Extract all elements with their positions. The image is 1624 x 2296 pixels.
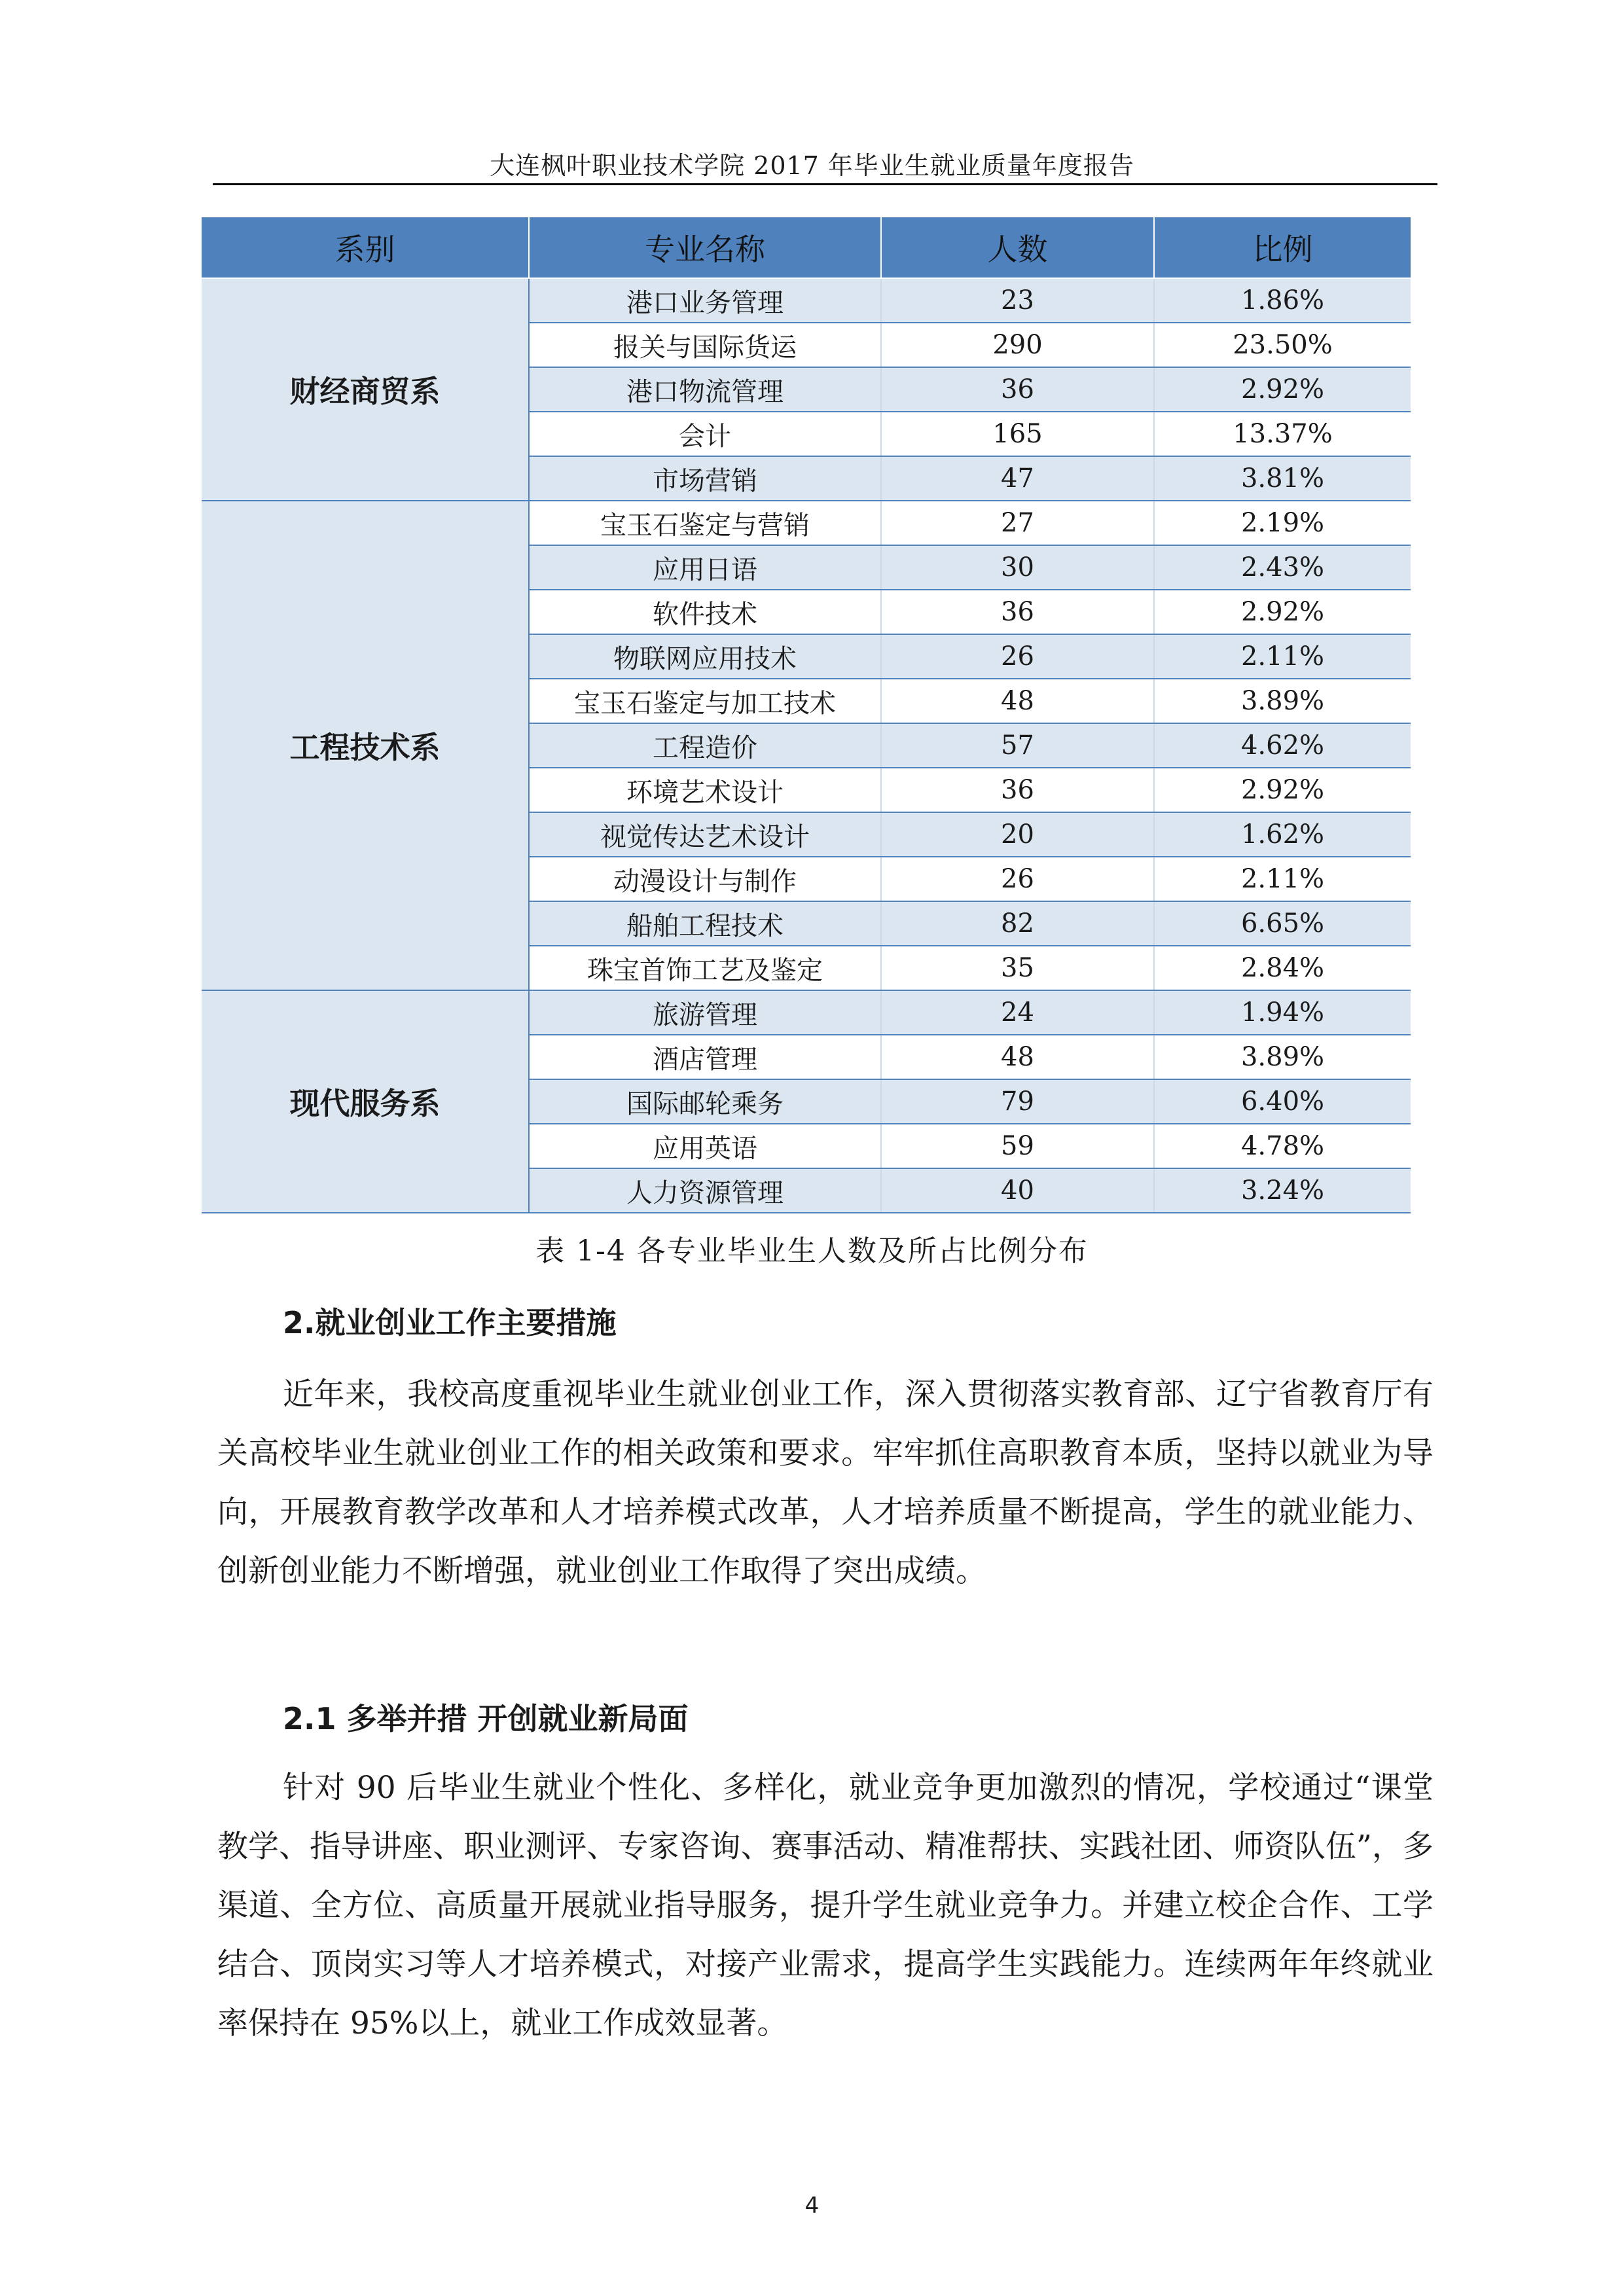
count-cell: 290 — [881, 323, 1154, 367]
table-row — [202, 278, 1411, 323]
ratio-cell: 1.94% — [1154, 990, 1411, 1035]
major-cell: 动漫设计与制作 — [529, 857, 881, 901]
count-cell: 30 — [881, 545, 1154, 590]
ratio-cell: 2.11% — [1154, 857, 1411, 901]
section-2-paragraph: 近年来，我校高度重视毕业生就业创业工作，深入贯彻落实教育部、辽宁省教育厅有关高校毕业生就业创业工作的相关政策和要求。牢牢抓住高职教育本质，坚持以就业为导向，开展教育教学改革和人才培养模式改革，人才培养质量不断提高，学生的就业能力、创新创业能力不断增强，就业创业工作取得了突出成绩。 — [217, 1376, 1434, 1589]
table-body — [202, 278, 1411, 1213]
major-cell: 环境艺术设计 — [529, 768, 881, 812]
ratio-cell: 4.62% — [1154, 723, 1411, 768]
count-cell: 26 — [881, 857, 1154, 901]
report-header-title: 大连枫叶职业技术学院 2017 年毕业生就业质量年度报告 — [490, 151, 1134, 180]
count-cell: 47 — [881, 456, 1154, 501]
count-cell: 79 — [881, 1079, 1154, 1124]
ratio-cell: 2.43% — [1154, 545, 1411, 590]
ratio-cell: 2.11% — [1154, 634, 1411, 679]
major-cell: 应用日语 — [529, 545, 881, 590]
count-cell: 82 — [881, 901, 1154, 946]
major-cell: 港口业务管理 — [529, 278, 881, 323]
page-number: 4 — [804, 2193, 820, 2219]
count-cell: 35 — [881, 946, 1154, 990]
count-cell: 40 — [881, 1168, 1154, 1213]
ratio-cell: 13.37% — [1154, 412, 1411, 456]
ratio-cell: 3.89% — [1154, 679, 1411, 723]
ratio-cell: 2.92% — [1154, 367, 1411, 412]
ratio-cell: 1.86% — [1154, 278, 1411, 323]
count-cell: 24 — [881, 990, 1154, 1035]
table-row — [202, 990, 1411, 1035]
column-header-major: 专业名称 — [529, 217, 881, 278]
major-cell: 珠宝首饰工艺及鉴定 — [529, 946, 881, 990]
ratio-cell: 2.92% — [1154, 768, 1411, 812]
ratio-cell: 2.92% — [1154, 590, 1411, 634]
column-header-department: 系别 — [202, 217, 529, 278]
column-header-ratio: 比例 — [1154, 217, 1411, 278]
ratio-cell: 3.24% — [1154, 1168, 1411, 1213]
major-cell: 港口物流管理 — [529, 367, 881, 412]
count-cell: 27 — [881, 501, 1154, 545]
major-cell: 市场营销 — [529, 456, 881, 501]
ratio-cell: 3.81% — [1154, 456, 1411, 501]
department-cell: 现代服务系 — [202, 990, 529, 1213]
ratio-cell: 2.19% — [1154, 501, 1411, 545]
count-cell: 26 — [881, 634, 1154, 679]
department-cell: 财经商贸系 — [202, 278, 529, 501]
major-cell: 视觉传达艺术设计 — [529, 812, 881, 857]
major-cell: 应用英语 — [529, 1124, 881, 1168]
major-cell: 软件技术 — [529, 590, 881, 634]
count-cell: 36 — [881, 590, 1154, 634]
table-caption: 表 1-4 各专业毕业生人数及所占比例分布 — [535, 1234, 1089, 1268]
count-cell: 48 — [881, 679, 1154, 723]
ratio-cell: 4.78% — [1154, 1124, 1411, 1168]
count-cell: 36 — [881, 768, 1154, 812]
count-cell: 59 — [881, 1124, 1154, 1168]
department-cell: 工程技术系 — [202, 501, 529, 990]
major-cell: 宝玉石鉴定与营销 — [529, 501, 881, 545]
ratio-cell: 3.89% — [1154, 1035, 1411, 1079]
ratio-cell: 2.84% — [1154, 946, 1411, 990]
ratio-cell: 1.62% — [1154, 812, 1411, 857]
header-divider — [213, 183, 1437, 185]
major-cell: 国际邮轮乘务 — [529, 1079, 881, 1124]
section-2-1-heading: 2.1 多举并措 开创就业新局面 — [283, 1701, 689, 1736]
count-cell: 23 — [881, 278, 1154, 323]
column-header-count: 人数 — [881, 217, 1154, 278]
major-cell: 物联网应用技术 — [529, 634, 881, 679]
count-cell: 48 — [881, 1035, 1154, 1079]
major-cell: 会计 — [529, 412, 881, 456]
count-cell: 20 — [881, 812, 1154, 857]
major-cell: 船舶工程技术 — [529, 901, 881, 946]
major-cell: 报关与国际货运 — [529, 323, 881, 367]
major-cell: 宝玉石鉴定与加工技术 — [529, 679, 881, 723]
majors-table — [202, 217, 1411, 1213]
count-cell: 36 — [881, 367, 1154, 412]
ratio-cell: 6.40% — [1154, 1079, 1411, 1124]
major-cell: 工程造价 — [529, 723, 881, 768]
major-cell: 旅游管理 — [529, 990, 881, 1035]
section-2-heading: 2.就业创业工作主要措施 — [283, 1305, 617, 1340]
ratio-cell: 6.65% — [1154, 901, 1411, 946]
major-cell: 人力资源管理 — [529, 1168, 881, 1213]
section-2-1-paragraph: 针对 90 后毕业生就业个性化、多样化，就业竞争更加激烈的情况，学校通过“课堂教学、指导讲座、职业测评、专家咨询、赛事活动、精准帮扶、实践社团、师资队伍”，多渠道、全方位、高质量开展就业指导服务，提升学生就业竞争力。并建立校企合作、工学结合、顶岗实习等人才培养模式，对接产业需求，提高学生实践能力。连续两年年终就业率保持在 95%以上，就业工作成效显著。 — [217, 1770, 1434, 2041]
major-cell: 酒店管理 — [529, 1035, 881, 1079]
table-header-row — [202, 217, 1411, 278]
table-row — [202, 501, 1411, 545]
count-cell: 165 — [881, 412, 1154, 456]
ratio-cell: 23.50% — [1154, 323, 1411, 367]
count-cell: 57 — [881, 723, 1154, 768]
